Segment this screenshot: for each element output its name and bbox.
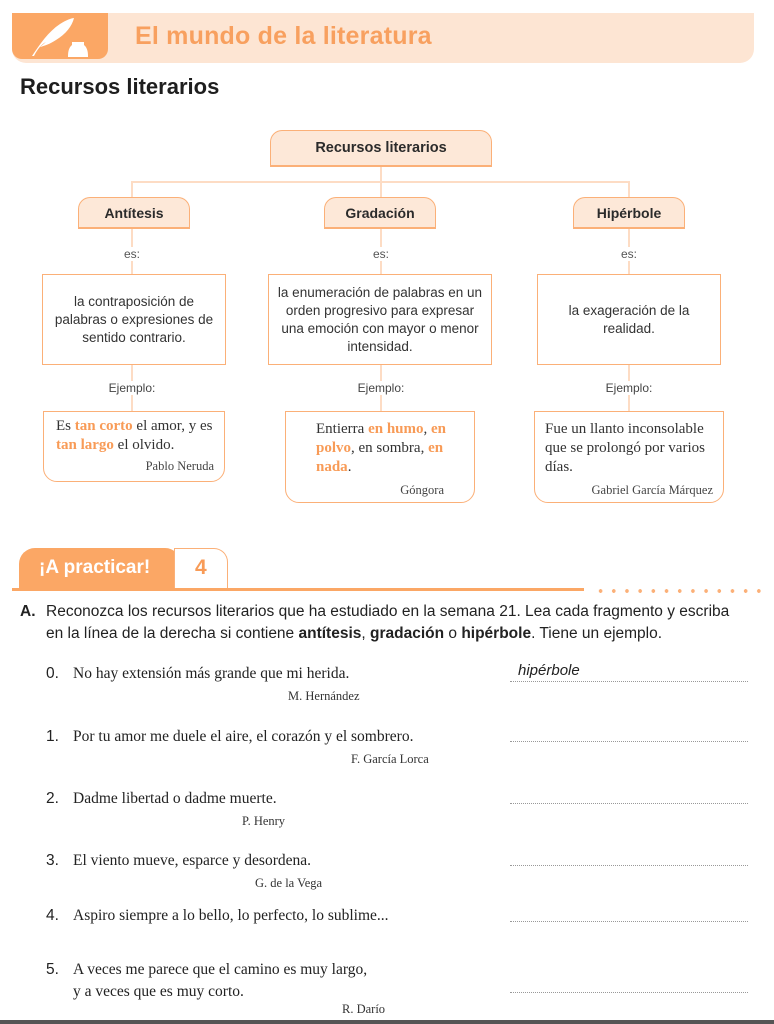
diagram-root-box (270, 130, 492, 167)
example-gradacion (285, 411, 475, 503)
highlighted-phrase: en humo (368, 421, 424, 437)
diagram-root-label: Recursos literarios (315, 140, 447, 156)
section-title: Recursos literarios (20, 74, 220, 99)
dotted-divider (594, 589, 764, 593)
item-number: 5. (46, 961, 59, 978)
answer-field-5[interactable] (510, 973, 748, 993)
footer-bar (0, 1020, 774, 1024)
item-text: A veces me parece que el camino es muy largo, (73, 961, 368, 978)
example-antitesis (43, 411, 225, 482)
answer-field-1[interactable] (510, 722, 748, 742)
branch-hiperbole-label: Hipérbole (596, 205, 662, 221)
example-text: Es (56, 418, 75, 434)
branch-antitesis-header (78, 197, 190, 229)
instructions-text-end: . Tiene un ejemplo. (531, 625, 663, 642)
answer-field-4[interactable] (510, 902, 748, 922)
exercise-item-3 (46, 852, 311, 870)
example-gradacion-author: Góngora (400, 483, 444, 497)
definition-antitesis (42, 274, 226, 365)
item-text: El viento mueve, esparce y desordena. (73, 852, 312, 869)
example-antitesis-text (56, 417, 226, 455)
header-icon-box (12, 13, 108, 59)
answer-field-2[interactable] (510, 784, 748, 804)
highlighted-phrase: tan largo (56, 437, 114, 453)
es-label-hiperbole: es: (609, 247, 649, 261)
item-author: M. Hernández (288, 689, 360, 703)
definition-antitesis-text: la contraposición de palabras o expresiones de sentido contrario. (54, 293, 214, 345)
item-text: Por tu amor me duele el aire, el corazón y el sombrero. (73, 728, 414, 745)
item-number: 0. (46, 665, 59, 682)
item-author: F. García Lorca (351, 752, 429, 766)
instructions (20, 601, 760, 645)
item-number: 3. (46, 852, 59, 869)
example-text: . (347, 459, 352, 475)
instructions-line-2 (20, 623, 760, 645)
branch-gradacion-label: Gradación (345, 205, 415, 221)
example-text: el amor, y es (132, 418, 213, 434)
example-text: , (423, 421, 431, 437)
example-text: Fue un llanto inconsolable que se prolongó por varios días. (545, 421, 705, 475)
term-gradacion: gradación (370, 625, 445, 642)
example-hiperbole (534, 411, 724, 503)
ejemplo-label-antitesis: Ejemplo: (92, 381, 172, 395)
item-text: Aspiro siempre a lo bello, lo perfecto, lo sublime... (73, 907, 389, 924)
practice-divider (12, 588, 584, 591)
definition-hiperbole (537, 274, 721, 365)
ejemplo-label-hiperbole: Ejemplo: (589, 381, 669, 395)
exercise-item-5 (46, 959, 367, 1003)
example-text: el olvido. (113, 437, 175, 453)
example-gradacion-text (316, 420, 466, 477)
es-label-gradacion: es: (361, 247, 401, 261)
answer-field-0[interactable] (510, 662, 748, 682)
item-author: R. Darío (342, 1002, 386, 1016)
instructions-letter: A. (20, 603, 36, 620)
term-antitesis: antítesis (298, 625, 362, 642)
practice-number: 4 (195, 556, 207, 579)
exercise-item-2 (46, 790, 277, 808)
example-text: Entierra (316, 421, 369, 437)
exercise-item-0 (46, 665, 349, 683)
example-antitesis-author: Pablo Neruda (145, 459, 214, 473)
example-hiperbole-text (545, 420, 723, 477)
item-number: 1. (46, 728, 59, 745)
highlighted-phrase: en nada (316, 440, 444, 475)
branch-antitesis-label: Antítesis (104, 205, 164, 221)
item-author: P. Henry (242, 814, 286, 828)
practice-label: ¡A practicar! (39, 557, 151, 578)
separator: o (444, 625, 462, 642)
definition-hiperbole-text: la exageración de la realidad. (568, 302, 690, 336)
quill-and-inkwell-icon (30, 16, 90, 58)
es-label-antitesis: es: (112, 247, 152, 261)
separator: , (361, 625, 370, 642)
branch-hiperbole-header (573, 197, 685, 229)
header-title: El mundo de la literatura (135, 22, 432, 50)
highlighted-phrase: en polvo (316, 421, 446, 456)
instructions-line-1: Reconozca los recursos literarios que ha estudiado en la semana 21. Lea cada fragmento y escriba (46, 603, 730, 620)
exercise-item-1 (46, 728, 413, 746)
term-hiperbole: hipérbole (461, 625, 532, 642)
answer-field-3[interactable] (510, 846, 748, 866)
item-text: No hay extensión más grande que mi herida. (73, 665, 350, 682)
branch-gradacion-header (324, 197, 436, 229)
item-text-line-2: y a veces que es muy corto. (73, 983, 244, 1000)
example-text: , en sombra, (351, 440, 429, 456)
connector-root (380, 166, 382, 199)
ejemplo-label-gradacion: Ejemplo: (341, 381, 421, 395)
item-number: 4. (46, 907, 59, 924)
instructions-text: en la línea de la derecha si contiene (46, 625, 299, 642)
definition-gradacion (268, 274, 492, 365)
answer-value: hipérbole (518, 662, 580, 679)
item-text: Dadme libertad o dadme muerte. (73, 790, 277, 807)
example-hiperbole-author: Gabriel García Márquez (591, 483, 713, 497)
highlighted-phrase: tan corto (74, 418, 133, 434)
exercise-item-4 (46, 907, 389, 925)
item-author: G. de la Vega (255, 876, 323, 890)
definition-gradacion-text: la enumeración de palabras en un orden progresivo para expresar una emoción con mayor o menor intensidad. (277, 284, 483, 354)
item-number: 2. (46, 790, 59, 807)
